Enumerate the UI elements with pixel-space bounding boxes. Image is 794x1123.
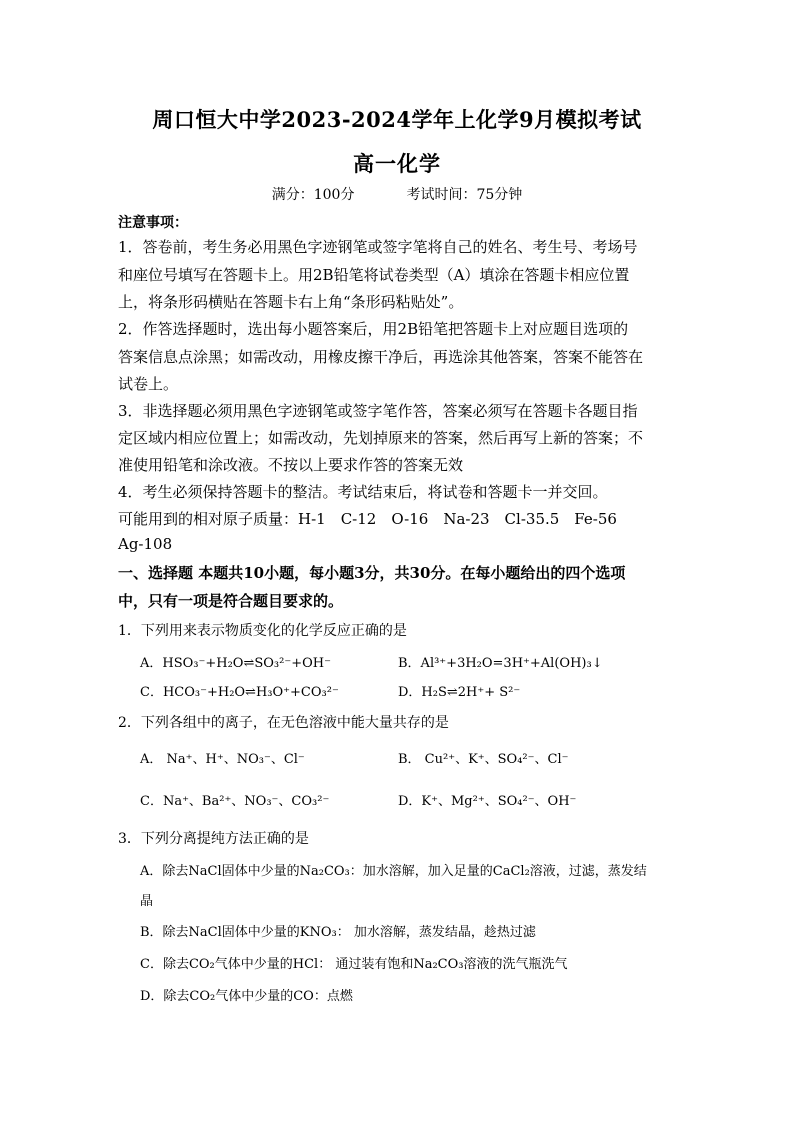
question-3-option-b: B．除去NaCl固体中少量的KNO₃： 加水溶解，蒸发结晶，趁热过滤: [140, 925, 536, 940]
note-2-line-1: 2．作答选择题时，选出每小题答案后，用2B铅笔把答题卡上对应题目选项的: [118, 320, 629, 338]
note-2-line-2: 答案信息点涂黑；如需改动，用橡皮擦干净后，再选涂其他答案，答案不能答在: [118, 348, 644, 366]
question-1-stem: 1．下列用来表示物质变化的化学反应正确的是: [118, 623, 407, 639]
question-1-option-b: B．Al³⁺+3H₂O=3H⁺+Al(OH)₃↓: [398, 656, 603, 671]
exam-meta: [0, 184, 794, 204]
question-3-option-d: D．除去CO₂气体中少量的CO：点燃: [140, 989, 353, 1004]
note-1-line-1: 1．答卷前，考生务必用黑色字迹钢笔或签字笔将自己的姓名、考生号、考场号: [118, 238, 638, 256]
section-1-heading-line-2: 中，只有一项是符合题目要求的。: [118, 592, 344, 610]
question-2-option-c: C．Na⁺、Ba²⁺、NO₃⁻、CO₃²⁻: [140, 794, 330, 809]
question-3-option-c: C．除去CO₂气体中少量的HCl： 通过装有饱和Na₂CO₃溶液的洗气瓶洗气: [140, 957, 568, 972]
question-1-option-c: C．HCO₃⁻+H₂O⇌H₃O⁺+CO₃²⁻: [140, 685, 339, 700]
question-2-stem: 2．下列各组中的离子，在无色溶液中能大量共存的是: [118, 715, 449, 731]
question-2-option-b: B． Cu²⁺、K⁺、SO₄²⁻、Cl⁻: [398, 752, 569, 767]
note-1-line-3: 上，将条形码横贴在答题卡右上角“条形码粘贴处”。: [118, 293, 464, 311]
question-3-stem: 3．下列分离提纯方法正确的是: [118, 831, 309, 847]
note-4: 4．考生必须保持答题卡的整洁。考试结束后，将试卷和答题卡一并交回。: [118, 483, 608, 501]
question-3-option-a-line-2: 晶: [140, 894, 154, 909]
question-3-option-a-line-1: A．除去NaCl固体中少量的Na₂CO₃：加水溶解，加入足量的CaCl₂溶液，过滤，蒸发结: [140, 864, 647, 879]
full-score: 满分：100分: [271, 187, 355, 203]
note-3-line-1: 3．非选择题必须用黑色字迹钢笔或签字笔作答，答案必须写在答题卡各题目指: [118, 402, 638, 420]
note-3-line-2: 定区域内相应位置上；如需改动，先划掉原来的答案，然后再写上新的答案；不: [118, 429, 644, 447]
question-1-option-a: A．HSO₃⁻+H₂O⇌SO₃²⁻+OH⁻: [140, 656, 331, 671]
exam-time: 考试时间：75分钟: [406, 187, 523, 203]
section-1-heading-line-1: 一、选择题 本题共10小题，每小题3分，共30分。在每小题给出的四个选项: [118, 564, 626, 582]
note-1-line-2: 和座位号填写在答题卡上。用2B铅笔将试卷类型（A）填涂在答题卡相应位置: [118, 266, 630, 284]
exam-title: 周口恒大中学2023-2024学年上化学9月模拟考试: [152, 107, 642, 132]
exam-subtitle: 高一化学: [353, 151, 441, 176]
note-3-line-3: 准使用铅笔和涂改液。不按以上要求作答的答案无效: [118, 456, 464, 474]
note-2-line-3: 试卷上。: [118, 375, 179, 393]
question-1-option-d: D．H₂S⇌2H⁺+ S²⁻: [398, 685, 521, 700]
atomic-mass-line-1: 可能用到的相对原子质量：H-1 C-12 O-16 Na-23 Cl-35.5 Fe-56: [118, 510, 617, 528]
notes-heading: 注意事项：: [118, 215, 188, 231]
question-2-option-d: D．K⁺、Mg²⁺、SO₄²⁻、OH⁻: [398, 794, 577, 809]
atomic-mass-line-2: Ag-108: [118, 535, 173, 553]
question-2-option-a: A． Na⁺、H⁺、NO₃⁻、Cl⁻: [140, 752, 305, 767]
